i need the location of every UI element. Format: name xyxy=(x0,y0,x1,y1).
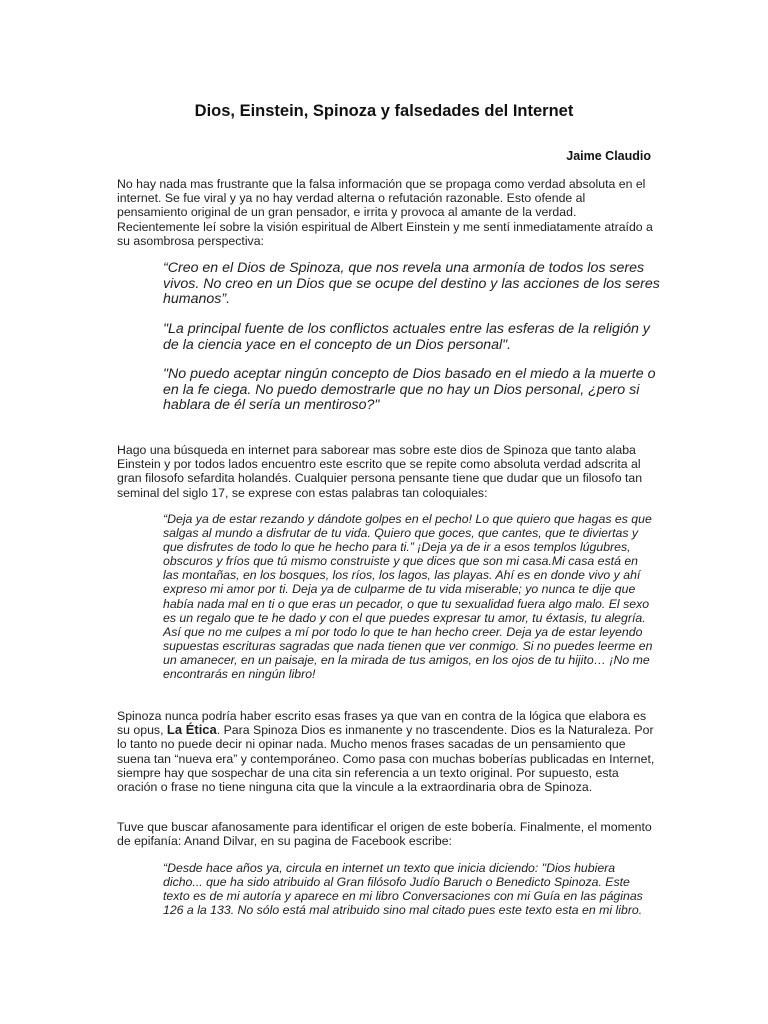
einstein-quote-2: "La principal fuente de los conflictos actuales entre las esferas de la religión y de la ciencia yace en el concepto de un Dios personal". xyxy=(163,321,650,353)
spinoza-text-end: . Para Spinoza Dios es inmanente y no trascendente. Dios es la Naturaleza. Por lo tanto no puede decir ni opinar nada. Mucho menos frases sacadas de un pensamiento que suena tan “nueva era” y contemporáneo. Como pasa con muchas boberías publicadas en Internet, siempre hay que sospechar de una cita sin referencia a un texto original. Por supuesto, esta oración o frase no tiene ninguna cita que la vincule a la extraordinaria obra de Spinoza. xyxy=(117,723,655,795)
spurious-spinoza-text: “Deja ya de estar rezando y dándote golpes en el pecho! Lo que quiero que hagas es que salgas al mundo a disfrutar de tu vida. Quiero que goces, que cantes, que te diviertas y que disfrutes de todo lo que he hecho para ti.” ¡Deja ya de ir a esos templos lúgubres, obscuros y fríos que tú mismo construiste y que dices que son mi casa.Mi casa está en las montañas, en los bosques, los ríos, los lagos, las playas. Ahí es en donde vivo y ahí expreso mi amor por ti. Deja ya de culparme de tu vida miserable; yo nunca te dije que había nada mal en ti o que eras un pecador, o que tu sexualidad fuera algo malo. El sexo es un regalo que te he dado y con el que puedes expresar tu amor, tu éxtasis, tu alegría. Así que no me culpes a mí por todo lo que te han hecho creer. Deja ya de estar leyendo supuestas escrituras sagradas que nada tienen que ver conmigo. Si no puedes leerme en un amanecer, en un paisaje, en la mirada de tus amigos, en los ojos de tu hijito… ¡No me encontrarás en ningún libro! xyxy=(163,512,653,682)
intro-paragraph: No hay nada mas frustrante que la falsa información que se propaga como verdad absoluta en el internet. Se fue viral y ya no hay verdad alterna o refutación razonable. Esto ofende al pensamiento original de un gran pensador, e irrita y provoca al amante de la verdad. Recientemente leí sobre la visión espiritual de Albert Einstein y me sentí inmediatamente atraído a su asombrosa perspectiva: xyxy=(117,177,653,248)
einstein-quote-3: "No puedo aceptar ningún concepto de Dios basado en el miedo a la muerte o en la fe ciega. No puedo demostrarle que no hay un Dios personal, ¿pero si hablara de él sería un mentiroso?" xyxy=(163,366,656,413)
search-paragraph: Hago una búsqueda en internet para saborear mas sobre este dios de Spinoza que tanto alaba Einstein y por todos lados encuentro este escrito que se repite como absoluta verdad adscrita al gran filosofo sefardita holandés. Cualquier persona pensante tiene que dudar que un filosofo tan seminal del siglo 17, se exprese con estas palabras tan coloquiales: xyxy=(117,443,643,500)
dilvar-quote: “Desde hace años ya, circula en internet un texto que inicia diciendo: "Dios hubiera dicho... que ha sido atribuido al Gran filósofo Judío Baruch o Benedicto Spinoza. Este texto es de mi autoría y aparece en mi libro Conversaciones con mi Guía en las páginas 126 a la 133. No sólo está mal atribuido sino mal citado pues este texto esta en mi libro. xyxy=(163,861,643,918)
search-origin-paragraph: Tuve que buscar afanosamente para identificar el origen de este bobería. Finalmente, el momento de epifanía: Anand Dilvar, en su pagina de Facebook escribe: xyxy=(117,820,652,849)
einstein-quote-1: “Creo en el Dios de Spinoza, que nos revela una armonía de todos los seres vivos. No creo en un Dios que se ocupe del destino y las acciones de los seres humanos”. xyxy=(163,260,660,307)
document-title: Dios, Einstein, Spinoza y falsedades del Internet xyxy=(194,102,574,120)
author-name: Jaime Claudio xyxy=(566,149,651,163)
la-etica-title: La Ética xyxy=(166,722,217,738)
spinoza-text-start: Spinoza nunca podría haber escrito esas frases ya que van en contra de la lógica que elabora es su opus, xyxy=(117,709,647,738)
spinoza-paragraph xyxy=(117,709,657,794)
